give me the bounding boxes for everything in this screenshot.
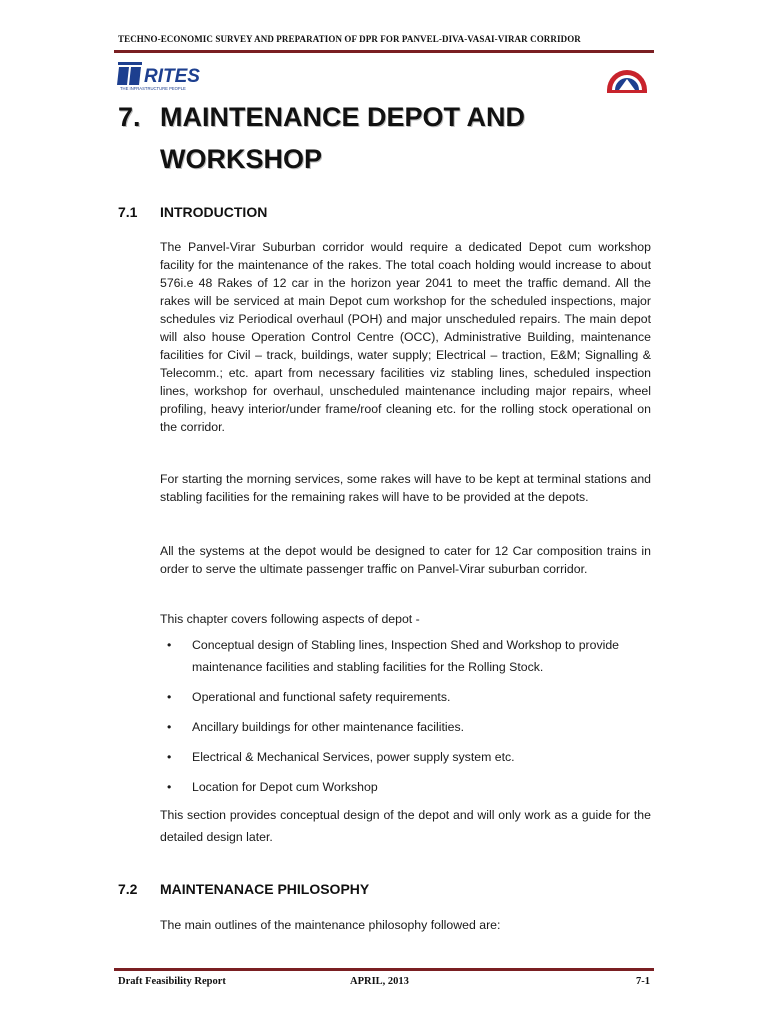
list-item-text: Ancillary buildings for other maintenance facilities. — [192, 720, 465, 734]
footer-report-title: Draft Feasibility Report — [118, 976, 226, 987]
section-number: 7.1 — [118, 204, 138, 220]
intro-paragraph-1: The Panvel-Virar Suburban corridor would require a dedicated Depot cum workshop facility for the maintenance of the rakes. The total coach holding would increase to about 576i.e 48 Rakes of 12 car in the horizon year 2041 to meet the traffic demand. All the rakes will be serviced at main Depot cum workshop for the scheduled inspections, major schedules viz Periodical overhaul (POH) and major unscheduled repairs. The main depot will also house Operation Control Centre (OCC), Administrative Building, maintenance facilities for Civil – track, buildings, water supply; Electrical – traction, E&M; Signalling & Telecomm.; etc. apart from necessary facilities viz stabling lines, scheduled inspection lines, workshop for overhaul, unscheduled maintenance including major repairs, wheel profiling, heavy interior/under frame/roof cleaning etc. for the rolling stock operational on the corridor. — [160, 240, 651, 434]
aspects-list — [160, 634, 651, 806]
section-title: INTRODUCTION — [160, 204, 268, 220]
intro-paragraph-5: This section provides conceptual design of the depot and will only work as a guide for the detailed design later. — [160, 808, 651, 844]
rites-logo-tagline: THE INFRASTRUCTURE PEOPLE — [120, 86, 186, 91]
list-item-text: Location for Depot cum Workshop — [192, 780, 378, 794]
list-item — [160, 716, 651, 738]
section-heading-maintenance-philosophy — [118, 881, 369, 897]
section-heading-introduction — [118, 204, 267, 220]
bullet-icon: • — [167, 638, 172, 652]
bullet-icon: • — [167, 720, 172, 734]
list-item-text: Conceptual design of Stabling lines, Inspection Shed and Workshop to provide maintenance facilities and stabling facilities for the Rolling Stock. — [192, 638, 620, 674]
section-title: MAINTENANACE PHILOSOPHY — [160, 881, 370, 897]
chapter-number: 7. — [118, 102, 141, 132]
section-number: 7.2 — [118, 881, 138, 897]
footer-date: APRIL, 2013 — [350, 976, 409, 987]
chapter-title-line1: MAINTENANCE DEPOT AND — [160, 102, 526, 132]
chapter-heading — [118, 96, 638, 180]
list-item-text: Electrical & Mechanical Services, power supply system etc. — [192, 750, 515, 764]
header-rule — [114, 50, 654, 53]
chapter-title-line2: WORKSHOP — [160, 144, 322, 174]
page-number: 7-1 — [636, 976, 650, 987]
list-item — [160, 746, 651, 768]
bullet-icon: • — [167, 780, 172, 794]
rites-logo-text: RITES — [144, 66, 200, 87]
bullet-icon: • — [167, 690, 172, 704]
railway-emblem — [604, 60, 650, 94]
list-item — [160, 776, 651, 798]
footer-rule — [114, 968, 654, 971]
philosophy-paragraph-1: The main outlines of the maintenance philosophy followed are: — [160, 918, 501, 932]
intro-paragraph-2: For starting the morning services, some rakes will have to be kept at terminal stations and stabling facilities for the remaining rakes will have to be provided at the depots. — [160, 472, 651, 504]
running-header: TECHNO-ECONOMIC SURVEY AND PREPARATION OF DPR FOR PANVEL-DIVA-VASAI-VIRAR CORRIDOR — [118, 34, 581, 44]
intro-paragraph-4: This chapter covers following aspects of depot - — [160, 612, 420, 626]
intro-paragraph-3: All the systems at the depot would be designed to cater for 12 Car composition trains in order to serve the ultimate passenger traffic on Panvel-Virar suburban corridor. — [160, 544, 651, 576]
bullet-icon: • — [167, 750, 172, 764]
list-item-text: Operational and functional safety requirements. — [192, 690, 451, 704]
page-footer — [118, 976, 654, 990]
list-item — [160, 686, 651, 708]
rites-logo — [116, 58, 224, 92]
list-item — [160, 634, 651, 678]
